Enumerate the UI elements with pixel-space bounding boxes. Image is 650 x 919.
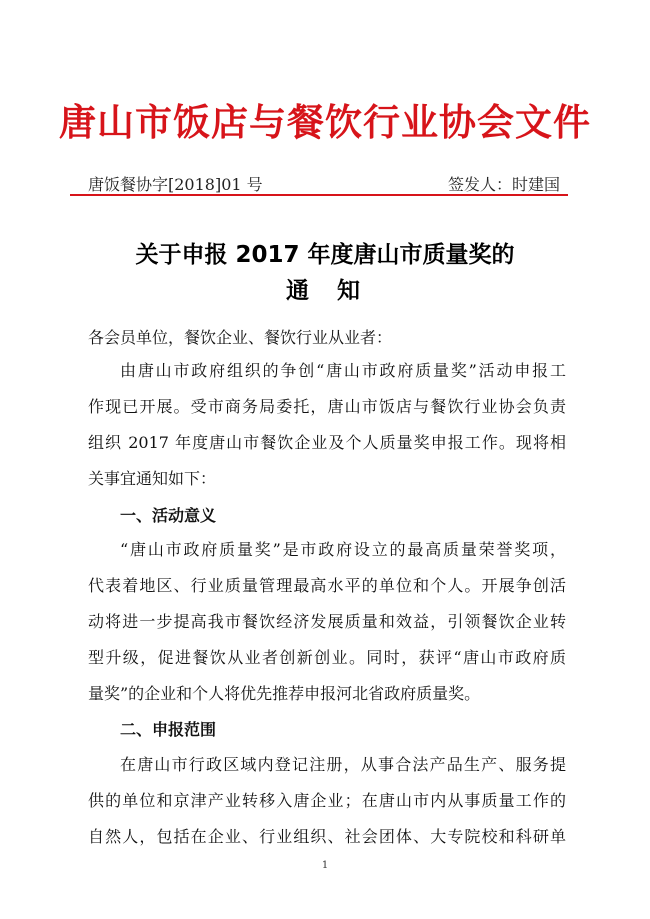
intro-line: 组织 2017 年度唐山市餐饮企业及个人质量奖申报工作。现将相	[88, 433, 566, 452]
page-number: 1	[321, 860, 329, 871]
intro-line: 作现已开展。受市商务局委托，唐山市饭店与餐饮行业协会负责	[88, 397, 566, 416]
notice-title-line2: 通知	[286, 278, 388, 304]
section1-line: 量奖”的企业和个人将优先推荐申报河北省政府质量奖。	[88, 684, 481, 703]
section1-line: 型升级，促进餐饮从业者创新创业。同时，获评“唐山市政府质	[88, 648, 566, 667]
section1-line: 代表着地区、行业质量管理最高水平的单位和个人。开展争创活	[88, 576, 566, 595]
document-number: 唐饭餐协字[2018]01 号	[88, 175, 263, 194]
section2-line: 供的单位和京津产业转移入唐企业；在唐山市内从事质量工作的	[88, 791, 566, 810]
intro-line: 关事宜通知如下：	[88, 469, 217, 488]
intro-line: 由唐山市政府组织的争创“唐山市政府质量奖”活动申报工	[120, 361, 566, 380]
signer: 签发人：时建国	[447, 175, 560, 194]
section2-line: 在唐山市行政区域内登记注册，从事合法产品生产、服务提	[120, 755, 566, 774]
section1-line: “唐山市政府质量奖”是市政府设立的最高质量荣誉奖项，	[120, 540, 566, 559]
document-meta	[88, 172, 566, 194]
section-heading-significance: 一、活动意义	[120, 506, 217, 525]
section1-line: 动将进一步提高我市餐饮经济发展质量和效益，引领餐饮企业转	[88, 612, 566, 631]
red-divider	[70, 194, 568, 196]
section-heading-scope: 二、申报范围	[120, 720, 217, 739]
org-title: 唐山市饭店与餐饮行业协会文件	[59, 101, 591, 144]
salutation: 各会员单位，餐饮企业、餐饮行业从业者：	[88, 328, 393, 347]
section2-line: 自然人，包括在企业、行业组织、社会团体、大专院校和科研单	[88, 827, 566, 846]
notice-title-line1: 关于申报 2017 年度唐山市质量奖的	[135, 242, 515, 268]
